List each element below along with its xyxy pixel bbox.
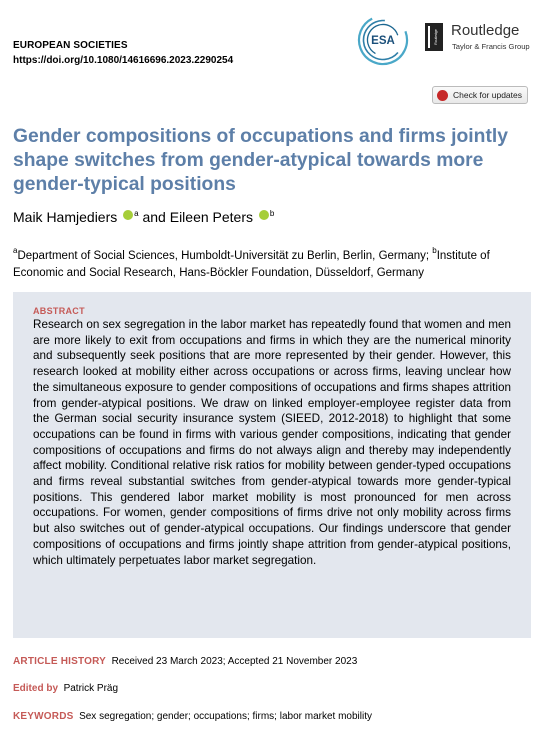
affil-text: Department of Social Sciences, Humboldt-Universität zu Berlin, Berlin, Germany; xyxy=(17,250,433,262)
check-updates-label: Check for updates xyxy=(453,90,522,100)
edited-label: Edited by xyxy=(13,683,59,694)
doi-link[interactable]: https://doi.org/10.1080/14616696.2023.2290254 xyxy=(13,55,234,66)
esa-logo-text: ESA xyxy=(371,35,395,47)
article-history xyxy=(13,656,357,667)
history-text: Received 23 March 2023; Accepted 21 November 2023 xyxy=(111,656,358,667)
check-for-updates-button[interactable] xyxy=(432,86,528,104)
keywords xyxy=(13,711,372,722)
edited-by xyxy=(13,683,118,694)
author-name: Eileen Peters xyxy=(169,209,254,225)
abstract-text: Research on sex segregation in the labor market has repeatedly found that women and men are more likely to exit from occupations and firms in which they are the numerical minority and subsequently seek positions that are more represented by their gender. However, this research looked at mobility either across occupations or across firms, leaving unclear how the simultaneous exposure to gender compositions of occupations and firms shapes attrition from gender-atypical positions. We draw on linked employer-employee register data from the German social security insurance system (SIEED, 2012-2018) to highlight that some occupations can be found in firms with various gender compositions, indicating that gender compositions of occupations and firms do not always align and thereby may independently affect mobility. Conditional relative risk ratios for mobility between gender-typed occupations and firms reveal substantial switches from gender-atypical towards more gender-typical positions. This gendered labor market mobility is most pronounced for men across occupations. For women, gender compositions of firms drive not only mobility across firms but also switches out of gender-atypical occupations. Our findings underscore that gender compositions of occupations and firms jointly shape attrition from gender-atypical positions, which ultimately perpetuates labor market segregation. xyxy=(33,318,511,567)
author-affil-mark: b xyxy=(269,209,275,218)
abstract-box xyxy=(13,292,531,638)
history-label: ARTICLE HISTORY xyxy=(13,656,107,667)
editor-name: Patrick Präg xyxy=(63,683,119,694)
article-title: Gender compositions of occupations and firms jointly shape switches from gender-atypical towards more gender-typical positions xyxy=(13,126,508,195)
affil-text: Institute of Economic and Social Research, Hans-Böckler Foundation, Düsseldorf, Germany xyxy=(13,250,490,279)
affiliations xyxy=(13,242,533,282)
keywords-label: KEYWORDS xyxy=(13,711,74,722)
abstract-heading: ABSTRACT xyxy=(33,306,85,316)
publisher-vertical-text: Routledge xyxy=(434,29,438,45)
book-icon xyxy=(425,23,443,51)
esa-logo xyxy=(356,13,410,67)
affil-mark: b xyxy=(432,246,437,255)
check-updates-icon xyxy=(437,90,448,101)
orcid-icon[interactable] xyxy=(123,210,133,220)
publisher-logo xyxy=(425,20,535,60)
publisher-subtitle: Taylor & Francis Group xyxy=(452,42,530,51)
author-affil-mark: a xyxy=(134,209,139,218)
journal-name: EUROPEAN SOCIETIES xyxy=(13,40,128,51)
orcid-icon[interactable] xyxy=(259,210,269,220)
keywords-text: Sex segregation; gender; occupations; firms; labor market mobility xyxy=(79,711,372,722)
author-list xyxy=(13,209,274,225)
publisher-name: Routledge xyxy=(451,22,520,39)
author-name: Maik Hamjediers xyxy=(13,209,118,225)
author-joiner: and xyxy=(142,209,166,225)
affil-mark: a xyxy=(13,246,18,255)
